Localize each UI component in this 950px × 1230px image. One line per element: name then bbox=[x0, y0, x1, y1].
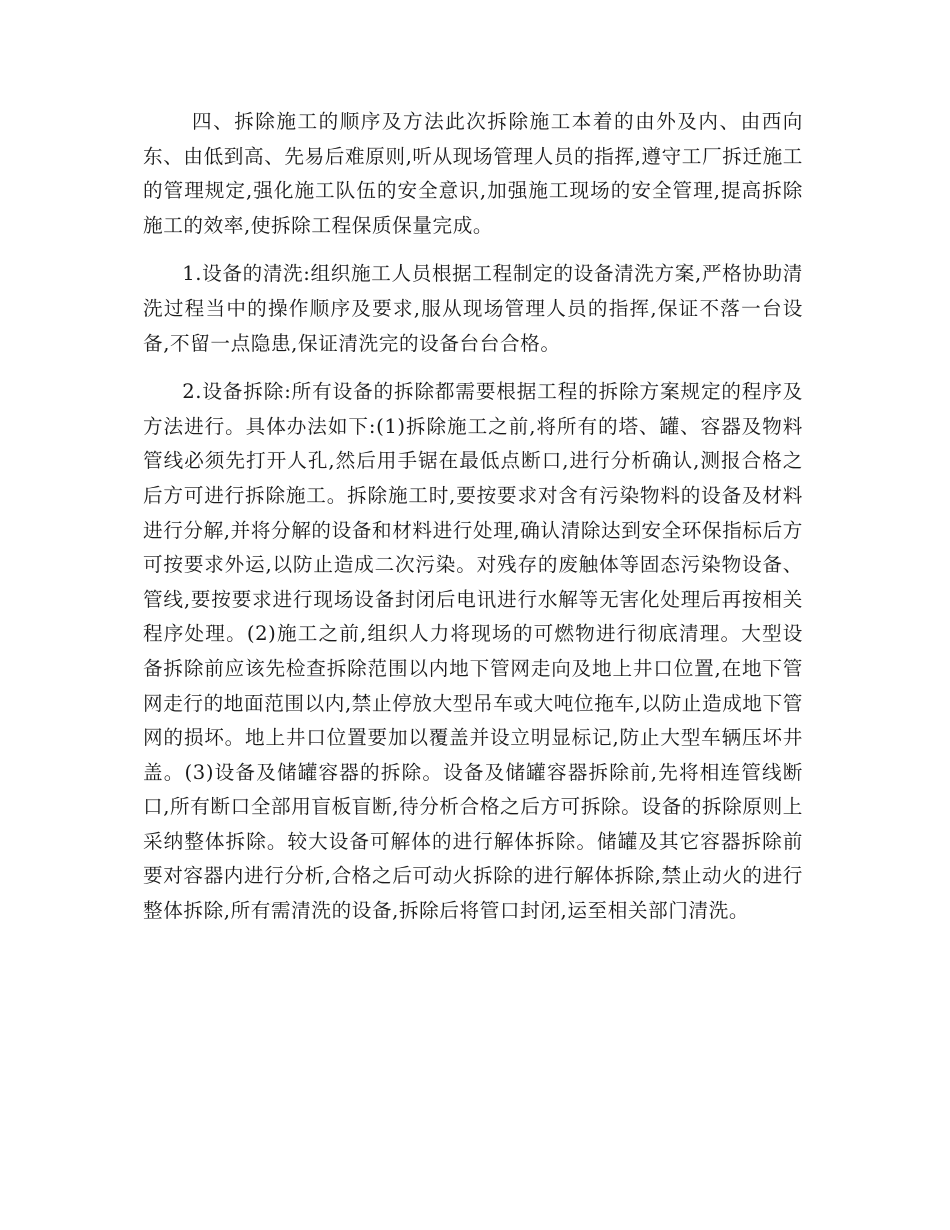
paragraph-equipment-cleaning: 1.设备的清洗:组织施工人员根据工程制定的设备清洗方案,严格协助清洗过程当中的操作顺序及要求,服从现场管理人员的指挥,保证不落一台设备,不留一点隐患,保证清洗完的设备台台合格。 bbox=[143, 262, 803, 355]
paragraph-equipment-demolition: 2.设备拆除:所有设备的拆除都需要根据工程的拆除方案规定的程序及方法进行。具体办法如下:(1)拆除施工之前,将所有的塔、罐、容器及物料管线必须先打开人孔,然后用手锯在最低点断口,进行分析确认,测报合格之后方可进行拆除施工。拆除施工时,要按要求对含有污染物料的设备及材料进行分解,并将分解的设备和材料进行处理,确认清除达到安全环保指标后方可按要求外运,以防止造成二次污染。对残存的废触体等固态污染物设备、管线,要按要求进行现场设备封闭后电讯进行水解等无害化处理后再按相关程序处理。(2)施工之前,组织人力将现场的可燃物进行彻底清理。大型设备拆除前应该先检查拆除范围以内地下管网走向及地上井口位置,在地下管网走行的地面范围以内,禁止停放大型吊车或大吨位拖车,以防止造成地下管网的损坏。地上井口位置要加以覆盖并设立明显标记,防止大型车辆压坏井盖。(3)设备及储罐容器的拆除。设备及储罐容器拆除前,先将相连管线断口,所有断口全部用盲板盲断,待分析合格之后方可拆除。设备的拆除原则上采纳整体拆除。较大设备可解体的进行解体拆除。储罐及其它容器拆除前要对容器内进行分析,合格之后可动火拆除的进行解体拆除,禁止动火的进行整体拆除,所有需清洗的设备,拆除后将管口封闭,运至相关部门清洗。 bbox=[143, 380, 803, 923]
paragraph-demolition-order: 四、拆除施工的顺序及方法此次拆除施工本着的由外及内、由西向东、由低到高、先易后难原则,听从现场管理人员的指挥,遵守工厂拆迁施工的管理规定,强化施工队伍的安全意识,加强施工现场的安全管理,提高拆除施工的效率,使拆除工程保质保量完成。 bbox=[143, 110, 803, 237]
document-page bbox=[143, 105, 803, 929]
